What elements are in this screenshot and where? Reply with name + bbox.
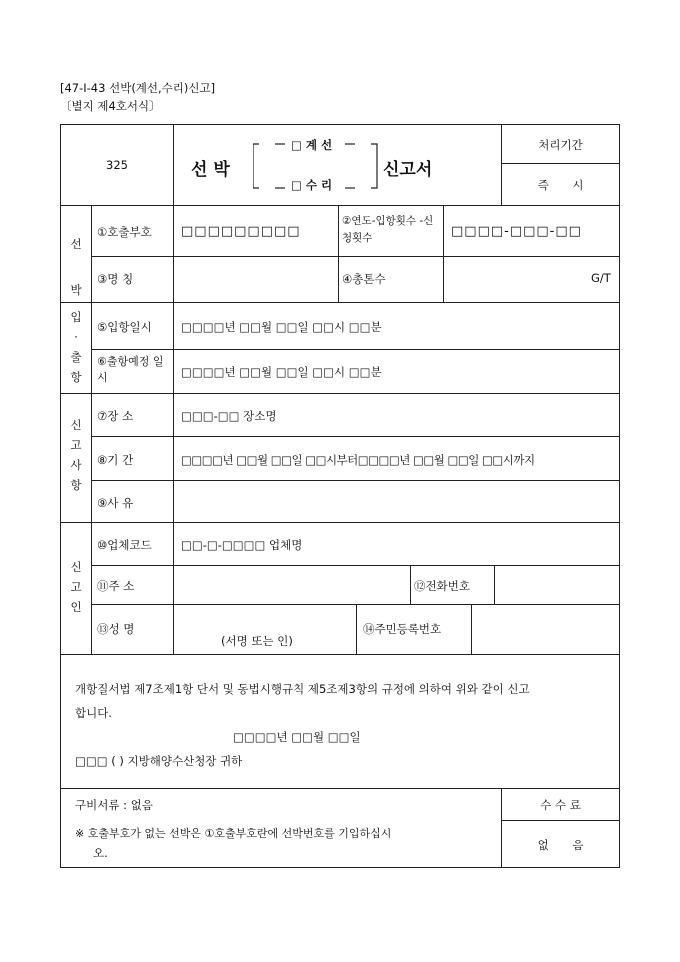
entry-time-label: ⑤입항일시 xyxy=(97,320,152,334)
reporter-name-label: ⑬성 명 xyxy=(97,622,135,636)
group-ship-label: 선박 xyxy=(70,237,82,297)
company-code-field[interactable]: □□-□-□□□□ 업체명 xyxy=(181,538,303,552)
group-entry xyxy=(61,307,91,387)
statement-line1: 개항질서법 제7조제1항 단서 및 동법시행규칙 제5조제3항의 규정에 의하여 위와 같이 신고 xyxy=(75,682,530,696)
tonnage-unit: G/T xyxy=(591,271,611,285)
group-report xyxy=(61,415,91,495)
processing-value: 즉 시 xyxy=(537,178,594,192)
company-code-label: ⑩업체코드 xyxy=(97,538,152,552)
form-reference: [47-I-43 선박(계선,수리)신고] xyxy=(60,81,216,95)
option-repair[interactable]: □ 수 리 xyxy=(291,178,333,192)
fee-value: 없 음 xyxy=(537,838,594,852)
entry-time-field[interactable]: □□□□년 □□월 □□일 □□시 □□분 xyxy=(181,320,382,334)
title-report: 신고서 xyxy=(383,160,433,180)
address-label: ⑪주 소 xyxy=(97,579,135,593)
period-field[interactable]: □□□□년 □□월 □□일 □□시부터□□□□년 □□월 □□일 □□시까지 xyxy=(181,453,535,467)
required-docs: 구비서류 : 없음 xyxy=(75,798,153,812)
statement-date[interactable]: □□□□년 □□월 □□일 xyxy=(233,730,361,744)
statement-line2: 합니다. xyxy=(75,706,112,720)
fee-label: 수 수 료 xyxy=(540,798,581,812)
call-sign-field[interactable]: □□□□□□□□□ xyxy=(181,224,301,239)
note-line1: ※ 호출부호가 없는 선박은 ①호출부호란에 선박번호를 기입하십시 xyxy=(75,827,392,840)
group-reporter-label: 신고인 xyxy=(70,560,82,614)
right-bracket xyxy=(371,144,377,188)
option-mooring[interactable]: □ 계 선 xyxy=(291,138,333,152)
phone-label: ⑫전화번호 xyxy=(414,579,470,593)
group-entry-label: 입·출항 xyxy=(70,310,82,384)
departure-time-label: ⑥출항예정 일시 xyxy=(97,355,164,384)
year-count-field[interactable]: □□□□-□□□-□□ xyxy=(451,224,582,239)
group-reporter xyxy=(61,557,91,617)
processing-label: 처리기간 xyxy=(538,138,583,152)
group-report-label: 신고사항 xyxy=(70,418,82,492)
form-number: 325 xyxy=(106,158,128,172)
year-count-label: ②연도-입항횟수 -신청횟수 xyxy=(342,215,434,244)
left-bracket xyxy=(253,144,259,188)
report-form xyxy=(60,124,620,868)
ship-name-label: ③명 칭 xyxy=(97,272,134,286)
place-field[interactable]: □□□-□□ 장소명 xyxy=(181,409,277,423)
call-sign-label: ①호출부호 xyxy=(97,225,152,239)
form-appendix: 〔별지 제4호서식〕 xyxy=(60,99,161,113)
statement-addressee: □□□ ( ) 지방해양수산청장 귀하 xyxy=(75,754,243,768)
place-label: ⑦장 소 xyxy=(97,409,134,423)
tonnage-label: ④총톤수 xyxy=(342,272,386,286)
reason-label: ⑨사 유 xyxy=(97,496,134,510)
period-label: ⑧기 간 xyxy=(97,453,134,467)
note-line2: 오. xyxy=(93,846,108,860)
departure-time-field[interactable]: □□□□년 □□월 □□일 □□시 □□분 xyxy=(181,365,382,379)
signature-hint: (서명 또는 인) xyxy=(221,634,293,648)
title-ship: 선 박 xyxy=(191,160,230,180)
group-ship xyxy=(61,221,91,313)
resident-id-label: ⑭주민등록번호 xyxy=(363,622,442,636)
